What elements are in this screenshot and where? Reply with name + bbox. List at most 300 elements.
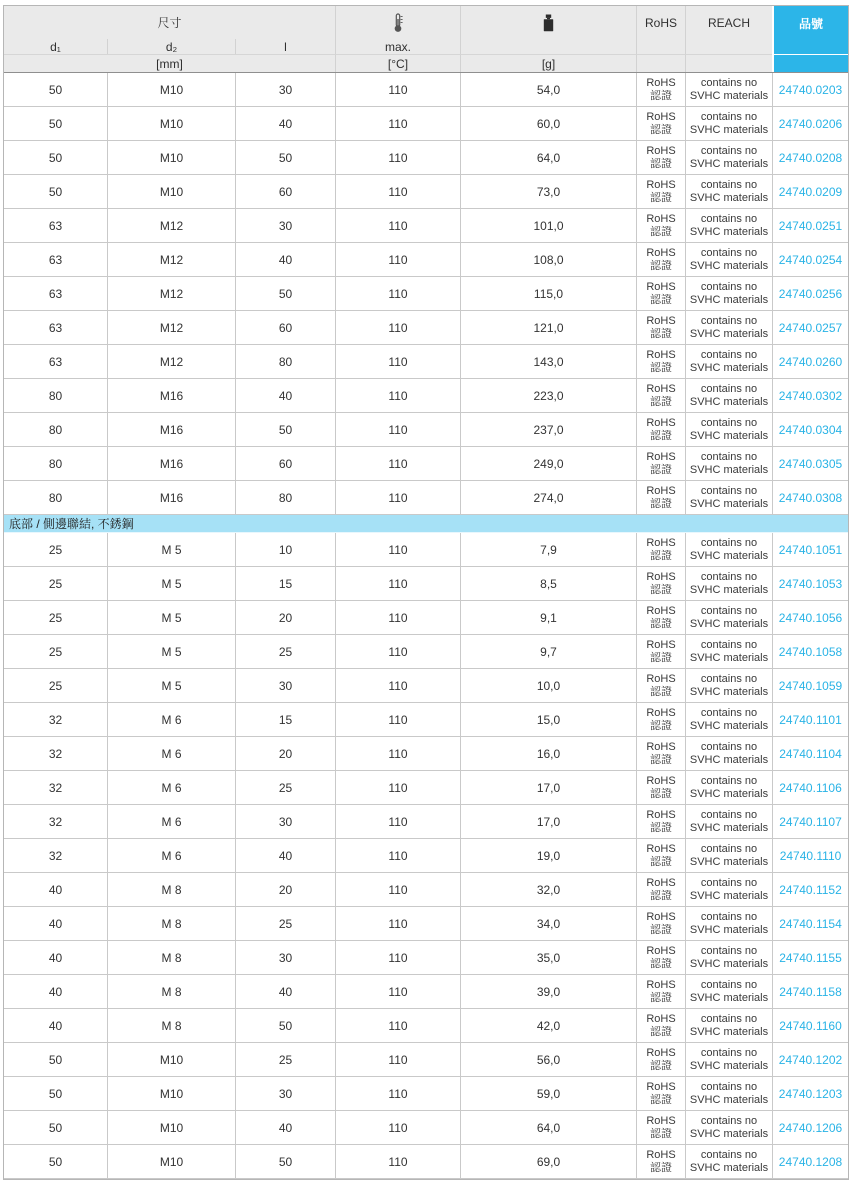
cell-max-temp: 110 — [335, 771, 460, 804]
cell-d1: 50 — [48, 1052, 63, 1067]
reach-label-line2: SVHC materials — [689, 497, 769, 510]
part-number-link[interactable]: 24740.1104 — [779, 746, 842, 761]
rohs-label-line1: RoHS — [646, 536, 676, 549]
reach-label-line1: contains no — [700, 280, 758, 293]
rows-section-1 — [4, 73, 848, 515]
cell-part-number — [772, 413, 848, 446]
cell-max-temp: 110 — [335, 413, 460, 446]
cell-weight: 42,0 — [460, 1009, 636, 1042]
table-row — [4, 413, 848, 447]
cell-rohs — [636, 1145, 685, 1178]
table-row — [4, 907, 848, 941]
cell-weight: 16,0 — [460, 737, 636, 770]
part-number-link[interactable]: 24740.1051 — [778, 542, 843, 557]
rohs-label-line1: RoHS — [646, 450, 676, 463]
cell-d1: 80 — [48, 388, 63, 403]
cell-l: 30 — [235, 669, 335, 702]
reach-label-line2: SVHC materials — [689, 395, 769, 408]
cell-d1: 63 — [48, 252, 63, 267]
reach-label-line1: contains no — [700, 910, 758, 923]
cell-reach — [685, 839, 772, 872]
rohs-label-line1: RoHS — [646, 808, 676, 821]
cell-l: 25 — [235, 1043, 335, 1076]
cell-part-number — [772, 669, 848, 702]
cell-max-temp: 110 — [335, 447, 460, 480]
reach-label-line1: contains no — [700, 570, 758, 583]
cell-max-temp: 110 — [335, 481, 460, 514]
part-number-link[interactable]: 24740.1203 — [778, 1086, 843, 1101]
reach-label-line1: contains no — [700, 944, 758, 957]
header-spacer — [636, 54, 685, 72]
reach-label-line1: contains no — [700, 740, 758, 753]
cell-d2: M10 — [107, 175, 235, 208]
part-number-link[interactable]: 24740.1208 — [778, 1154, 843, 1169]
cell-part-number — [772, 601, 848, 634]
rohs-label-line2: 認證 — [650, 327, 672, 340]
cell-part-number — [772, 379, 848, 412]
cell-d1: 40 — [48, 916, 63, 931]
cell-reach — [685, 907, 772, 940]
max-temperature-icon — [335, 6, 460, 39]
cell-d2: M 5 — [107, 567, 235, 600]
cell-l: 10 — [235, 533, 335, 566]
reach-label-line1: contains no — [700, 76, 758, 89]
cell-rohs — [636, 243, 685, 276]
table-row — [4, 839, 848, 873]
cell-reach — [685, 635, 772, 668]
cell-l: 50 — [235, 413, 335, 446]
cell-part-number — [772, 73, 848, 106]
rohs-label-line1: RoHS — [646, 382, 676, 395]
rohs-label-line2: 認證 — [650, 1059, 672, 1072]
cell-reach — [685, 601, 772, 634]
table-row — [4, 345, 848, 379]
cell-max-temp: 110 — [335, 311, 460, 344]
cell-part-number — [772, 209, 848, 242]
header-spacer — [685, 54, 772, 72]
rohs-label-line2: 認證 — [650, 821, 672, 834]
cell-rohs — [636, 1077, 685, 1110]
table-row — [4, 533, 848, 567]
table-row — [4, 243, 848, 277]
cell-d1: 40 — [48, 950, 63, 965]
cell-l: 40 — [235, 243, 335, 276]
reach-label-line2: SVHC materials — [689, 957, 769, 970]
cell-d1: 50 — [48, 1120, 63, 1135]
part-number-link[interactable]: 24740.0260 — [778, 354, 843, 369]
reach-label-line2: SVHC materials — [689, 583, 769, 596]
cell-rohs — [636, 413, 685, 446]
weight-icon — [460, 6, 636, 39]
cell-weight: 39,0 — [460, 975, 636, 1008]
cell-rohs — [636, 805, 685, 838]
table-row — [4, 379, 848, 413]
cell-d1: 50 — [48, 116, 63, 131]
reach-label-line1: contains no — [700, 1046, 758, 1059]
table-row — [4, 737, 848, 771]
cell-reach — [685, 703, 772, 736]
reach-label-line1: contains no — [700, 1148, 758, 1161]
part-number-link[interactable]: 24740.1058 — [778, 644, 843, 659]
cell-part-number — [772, 1043, 848, 1076]
cell-weight: 19,0 — [460, 839, 636, 872]
cell-reach — [685, 941, 772, 974]
cell-d1: 32 — [48, 746, 63, 761]
rohs-label-line1: RoHS — [646, 314, 676, 327]
rohs-label-line1: RoHS — [646, 416, 676, 429]
rohs-label-line1: RoHS — [646, 246, 676, 259]
cell-reach — [685, 345, 772, 378]
cell-max-temp: 110 — [335, 107, 460, 140]
table-row — [4, 941, 848, 975]
cell-d2: M16 — [107, 481, 235, 514]
cell-d2: M 6 — [107, 771, 235, 804]
cell-d2: M10 — [107, 1111, 235, 1144]
rohs-label-line2: 認證 — [650, 293, 672, 306]
cell-d2: M10 — [107, 107, 235, 140]
cell-part-number — [772, 1111, 848, 1144]
cell-reach — [685, 669, 772, 702]
cell-rohs — [636, 481, 685, 514]
rohs-label-line2: 認證 — [650, 1025, 672, 1038]
cell-weight: 108,0 — [460, 243, 636, 276]
cell-d1: 40 — [48, 1018, 63, 1033]
cell-part-number — [772, 1145, 848, 1178]
rohs-label-line2: 認證 — [650, 957, 672, 970]
cell-max-temp: 110 — [335, 209, 460, 242]
part-number-link[interactable]: 24740.1158 — [779, 984, 842, 999]
rohs-label-line2: 認證 — [650, 361, 672, 374]
cell-d2: M12 — [107, 311, 235, 344]
cell-reach — [685, 141, 772, 174]
part-number-link[interactable]: 24740.1053 — [778, 576, 843, 591]
cell-d2: M 6 — [107, 703, 235, 736]
cell-part-number — [772, 277, 848, 310]
rohs-label-line2: 認證 — [650, 889, 672, 902]
cell-weight: 59,0 — [460, 1077, 636, 1110]
cell-rohs — [636, 311, 685, 344]
cell-part-number — [772, 703, 848, 736]
part-number-link[interactable]: 24740.0206 — [778, 116, 843, 131]
part-number-link[interactable]: 24740.1152 — [779, 882, 842, 897]
reach-label-line1: contains no — [700, 110, 758, 123]
cell-d2: M10 — [107, 1145, 235, 1178]
cell-rohs — [636, 567, 685, 600]
cell-d1: 32 — [48, 712, 63, 727]
cell-max-temp: 110 — [335, 941, 460, 974]
rohs-label-line2: 認證 — [650, 1161, 672, 1174]
cell-reach — [685, 209, 772, 242]
reach-label-line2: SVHC materials — [689, 463, 769, 476]
cell-rohs — [636, 141, 685, 174]
cell-d2: M 5 — [107, 669, 235, 702]
cell-reach — [685, 1009, 772, 1042]
header-max: max. — [335, 39, 460, 54]
cell-d2: M12 — [107, 345, 235, 378]
cell-reach — [685, 175, 772, 208]
cell-max-temp: 110 — [335, 1009, 460, 1042]
cell-weight: 54,0 — [460, 73, 636, 106]
rohs-label-line2: 認證 — [650, 855, 672, 868]
cell-max-temp: 110 — [335, 175, 460, 208]
cell-weight: 35,0 — [460, 941, 636, 974]
cell-d2: M 5 — [107, 533, 235, 566]
cell-reach — [685, 481, 772, 514]
cell-rohs — [636, 1009, 685, 1042]
table-row — [4, 669, 848, 703]
cell-weight: 10,0 — [460, 669, 636, 702]
cell-reach — [685, 771, 772, 804]
header-l: l — [235, 39, 335, 54]
rohs-label-line1: RoHS — [646, 638, 676, 651]
rohs-label-line1: RoHS — [646, 706, 676, 719]
reach-label-line2: SVHC materials — [689, 651, 769, 664]
cell-part-number — [772, 975, 848, 1008]
cell-weight: 17,0 — [460, 771, 636, 804]
cell-l: 15 — [235, 567, 335, 600]
reach-label-line1: contains no — [700, 178, 758, 191]
rohs-label-line1: RoHS — [646, 604, 676, 617]
part-number-link[interactable]: 24740.1206 — [778, 1120, 843, 1135]
rohs-label-line2: 認證 — [650, 617, 672, 630]
rohs-label-line2: 認證 — [650, 429, 672, 442]
reach-label-line1: contains no — [700, 536, 758, 549]
reach-label-line1: contains no — [700, 706, 758, 719]
cell-weight: 32,0 — [460, 873, 636, 906]
cell-weight: 223,0 — [460, 379, 636, 412]
cell-reach — [685, 311, 772, 344]
cell-weight: 15,0 — [460, 703, 636, 736]
cell-d1: 50 — [48, 150, 63, 165]
header-d2: d₂ — [107, 39, 235, 54]
cell-l: 20 — [235, 601, 335, 634]
table-row — [4, 975, 848, 1009]
cell-l: 60 — [235, 311, 335, 344]
header-spacer — [636, 39, 685, 54]
cell-l: 80 — [235, 481, 335, 514]
part-number-link[interactable]: 24740.0208 — [778, 150, 843, 165]
part-number-link[interactable]: 24740.1160 — [779, 1018, 842, 1033]
cell-rohs — [636, 533, 685, 566]
cell-rohs — [636, 601, 685, 634]
section-title-bar: 底部 / 側邊聯結, 不銹鋼 — [4, 515, 848, 533]
cell-part-number — [772, 839, 848, 872]
reach-label-line1: contains no — [700, 808, 758, 821]
cell-d1: 25 — [48, 644, 63, 659]
cell-l: 60 — [235, 447, 335, 480]
part-number-link[interactable]: 24740.0254 — [778, 252, 843, 267]
part-number-link[interactable]: 24740.1155 — [779, 950, 842, 965]
reach-label-line2: SVHC materials — [689, 753, 769, 766]
cell-part-number — [772, 873, 848, 906]
part-number-link[interactable]: 24740.1107 — [779, 814, 842, 829]
reach-label-line2: SVHC materials — [689, 821, 769, 834]
cell-d2: M12 — [107, 209, 235, 242]
cell-rohs — [636, 635, 685, 668]
cell-part-number — [772, 941, 848, 974]
rohs-label-line1: RoHS — [646, 144, 676, 157]
cell-d1: 80 — [48, 422, 63, 437]
cell-d2: M 8 — [107, 975, 235, 1008]
part-number-link[interactable]: 24740.0256 — [778, 286, 843, 301]
cell-d1: 40 — [48, 984, 63, 999]
reach-label-line1: contains no — [700, 604, 758, 617]
rohs-label-line2: 認證 — [650, 685, 672, 698]
cell-d1: 50 — [48, 184, 63, 199]
table-row — [4, 805, 848, 839]
reach-label-line2: SVHC materials — [689, 259, 769, 272]
cell-part-number — [772, 447, 848, 480]
rohs-label-line1: RoHS — [646, 944, 676, 957]
part-number-link[interactable]: 24740.0302 — [778, 388, 843, 403]
cell-part-number — [772, 567, 848, 600]
reach-label-line2: SVHC materials — [689, 617, 769, 630]
rohs-label-line1: RoHS — [646, 1046, 676, 1059]
reach-label-line1: contains no — [700, 774, 758, 787]
cell-l: 50 — [235, 1009, 335, 1042]
cell-rohs — [636, 737, 685, 770]
header-spacer — [460, 39, 636, 54]
cell-l: 30 — [235, 209, 335, 242]
cell-weight: 7,9 — [460, 533, 636, 566]
cell-d2: M10 — [107, 1043, 235, 1076]
part-number-link[interactable]: 24740.0209 — [778, 184, 843, 199]
cell-reach — [685, 1077, 772, 1110]
reach-label-line1: contains no — [700, 876, 758, 889]
part-number-link[interactable]: 24740.1056 — [778, 610, 843, 625]
cell-d1: 25 — [48, 610, 63, 625]
reach-label-line2: SVHC materials — [689, 685, 769, 698]
reach-label-line2: SVHC materials — [689, 991, 769, 1004]
cell-rohs — [636, 209, 685, 242]
part-number-link[interactable]: 24740.1101 — [779, 712, 842, 727]
header-reach: REACH — [685, 6, 772, 39]
cell-max-temp: 110 — [335, 907, 460, 940]
part-number-link[interactable]: 24740.1202 — [778, 1052, 843, 1067]
rohs-label-line1: RoHS — [646, 280, 676, 293]
reach-label-line1: contains no — [700, 212, 758, 225]
part-number-link[interactable]: 24740.0304 — [778, 422, 843, 437]
cell-part-number — [772, 805, 848, 838]
cell-weight: 249,0 — [460, 447, 636, 480]
cell-max-temp: 110 — [335, 839, 460, 872]
product-table — [3, 5, 849, 1180]
rohs-label-line1: RoHS — [646, 1148, 676, 1161]
reach-label-line2: SVHC materials — [689, 225, 769, 238]
table-row — [4, 771, 848, 805]
cell-l: 25 — [235, 771, 335, 804]
part-number-link[interactable]: 24740.0308 — [778, 490, 843, 505]
header-unit-mm: [mm] — [4, 54, 335, 72]
cell-weight: 17,0 — [460, 805, 636, 838]
part-number-link[interactable]: 24740.1154 — [779, 916, 842, 931]
reach-label-line1: contains no — [700, 672, 758, 685]
cell-l: 60 — [235, 175, 335, 208]
cell-d1: 32 — [48, 780, 63, 795]
cell-d1: 25 — [48, 542, 63, 557]
part-number-link[interactable]: 24740.0257 — [778, 320, 843, 335]
part-number-link[interactable]: 24740.1106 — [779, 780, 842, 795]
cell-l: 25 — [235, 635, 335, 668]
cell-d2: M 6 — [107, 805, 235, 838]
reach-label-line2: SVHC materials — [689, 1059, 769, 1072]
reach-label-line1: contains no — [700, 348, 758, 361]
cell-max-temp: 110 — [335, 243, 460, 276]
cell-part-number — [772, 175, 848, 208]
cell-weight: 73,0 — [460, 175, 636, 208]
cell-l: 20 — [235, 737, 335, 770]
table-row — [4, 1145, 848, 1179]
rohs-label-line1: RoHS — [646, 978, 676, 991]
cell-reach — [685, 1145, 772, 1178]
reach-label-line2: SVHC materials — [689, 123, 769, 136]
cell-part-number — [772, 141, 848, 174]
part-number-link[interactable]: 24740.0305 — [778, 456, 843, 471]
rohs-label-line2: 認證 — [650, 991, 672, 1004]
cell-l: 50 — [235, 141, 335, 174]
reach-label-line2: SVHC materials — [689, 1025, 769, 1038]
cell-max-temp: 110 — [335, 141, 460, 174]
cell-l: 30 — [235, 73, 335, 106]
part-number-link[interactable]: 24740.1059 — [778, 678, 843, 693]
cell-max-temp: 110 — [335, 73, 460, 106]
cell-reach — [685, 107, 772, 140]
cell-d1: 40 — [48, 882, 63, 897]
reach-label-line1: contains no — [700, 314, 758, 327]
cell-part-number — [772, 243, 848, 276]
cell-rohs — [636, 1111, 685, 1144]
part-number-link[interactable]: 24740.0203 — [778, 82, 843, 97]
cell-reach — [685, 73, 772, 106]
rohs-label-line2: 認證 — [650, 225, 672, 238]
cell-weight: 64,0 — [460, 1111, 636, 1144]
cell-reach — [685, 1111, 772, 1144]
cell-part-number — [772, 345, 848, 378]
cell-l: 25 — [235, 907, 335, 940]
cell-d2: M12 — [107, 243, 235, 276]
cell-max-temp: 110 — [335, 601, 460, 634]
cell-weight: 8,5 — [460, 567, 636, 600]
cell-l: 20 — [235, 873, 335, 906]
cell-l: 40 — [235, 1111, 335, 1144]
cell-l: 30 — [235, 805, 335, 838]
reach-label-line2: SVHC materials — [689, 361, 769, 374]
rohs-label-line1: RoHS — [646, 76, 676, 89]
table-header — [4, 6, 848, 73]
header-unit-celsius: [°C] — [335, 54, 460, 72]
cell-rohs — [636, 941, 685, 974]
cell-d1: 63 — [48, 218, 63, 233]
reach-label-line2: SVHC materials — [689, 327, 769, 340]
cell-weight: 64,0 — [460, 141, 636, 174]
cell-l: 80 — [235, 345, 335, 378]
rohs-label-line2: 認證 — [650, 497, 672, 510]
table-row — [4, 703, 848, 737]
cell-max-temp: 110 — [335, 277, 460, 310]
cell-d1: 50 — [48, 82, 63, 97]
rohs-label-line2: 認證 — [650, 157, 672, 170]
cell-d1: 50 — [48, 1086, 63, 1101]
header-part-number-band — [772, 54, 848, 72]
reach-label-line2: SVHC materials — [689, 429, 769, 442]
cell-d2: M16 — [107, 379, 235, 412]
cell-max-temp: 110 — [335, 805, 460, 838]
cell-d2: M 8 — [107, 907, 235, 940]
table-row — [4, 311, 848, 345]
part-number-link[interactable]: 24740.1110 — [779, 848, 842, 863]
cell-l: 50 — [235, 1145, 335, 1178]
part-number-link[interactable]: 24740.0251 — [778, 218, 843, 233]
